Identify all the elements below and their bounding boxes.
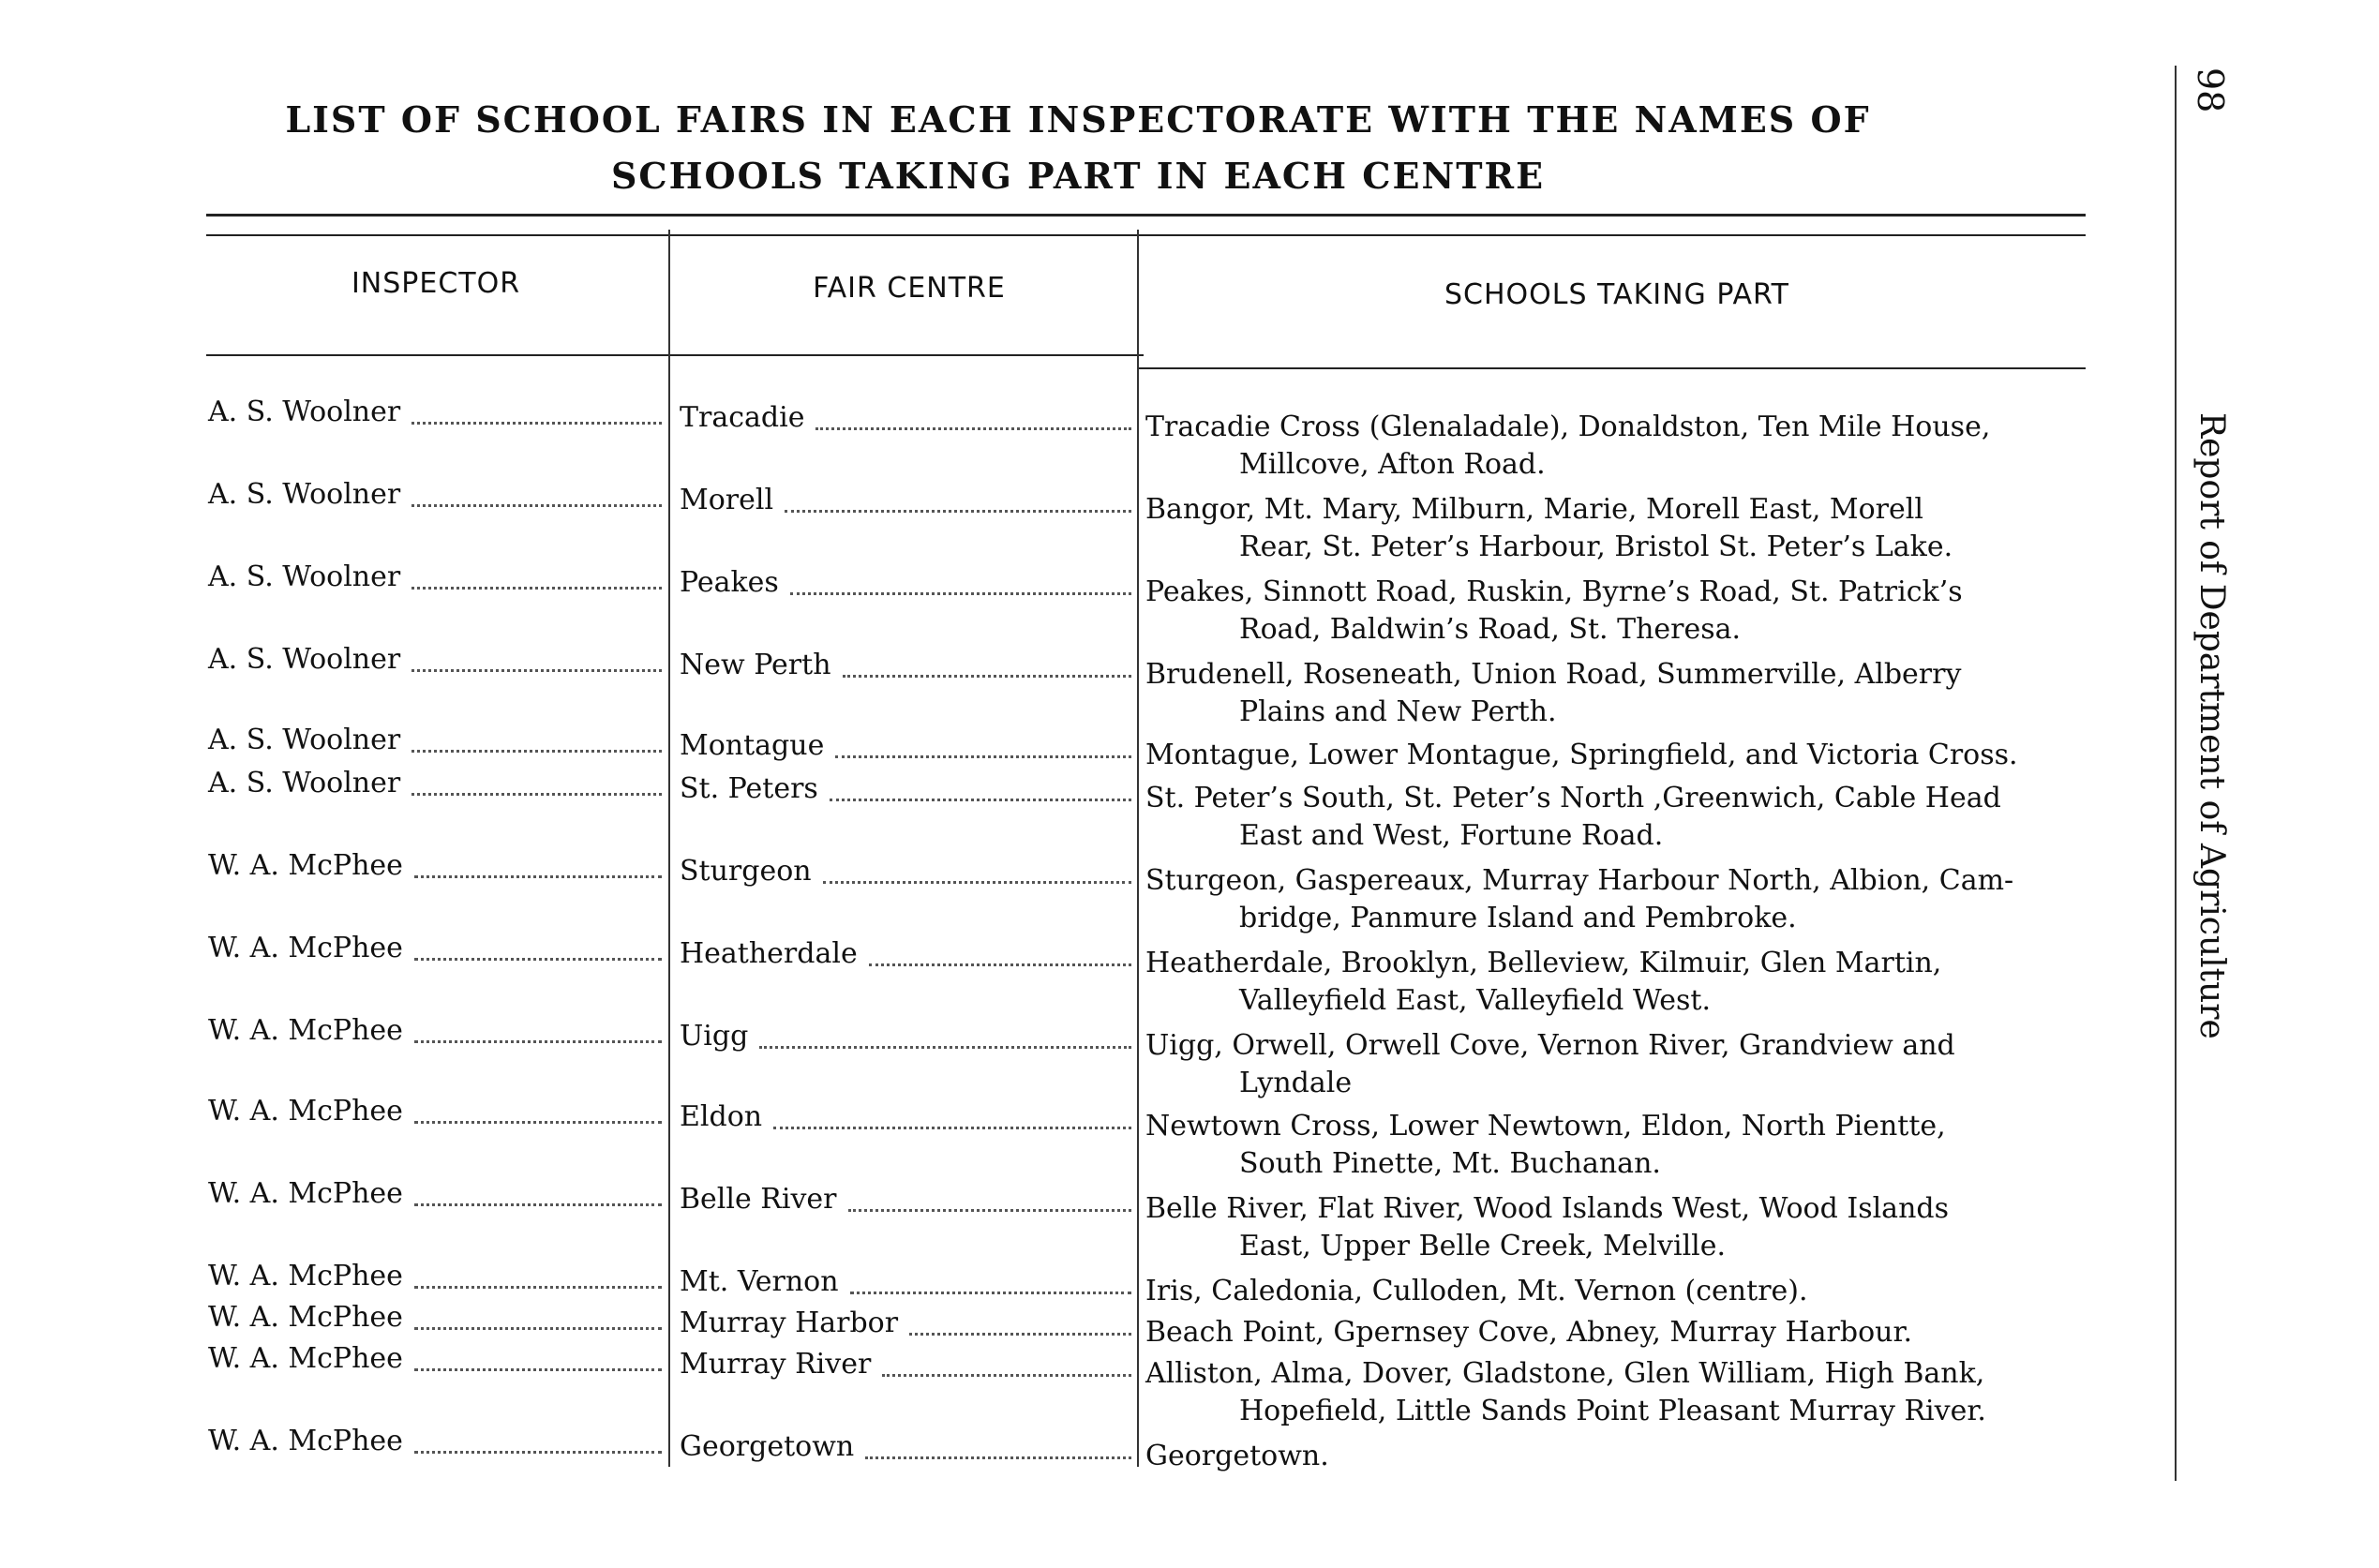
fair-centre-cell [680, 1265, 1135, 1303]
fair-centre-cell [680, 729, 1135, 767]
leader-dots [411, 586, 662, 590]
fair-centre-cell [680, 1100, 1135, 1138]
leader-dots [830, 798, 1131, 801]
leader-dots [843, 674, 1131, 678]
page-title-line-2: SCHOOLS TAKING PART IN EACH CENTRE [610, 155, 1546, 197]
inspector-cell [208, 1342, 666, 1380]
inspector-cell [208, 1260, 666, 1297]
inspector-name: W. A. McPhee [208, 1342, 403, 1375]
schools-line-2: Rear, St. Peter’s Harbour, Bristol St. Peter’s Lake. [1239, 530, 1953, 563]
fair-centre-name: Tracadie [680, 401, 805, 434]
leader-dots [414, 1202, 662, 1206]
leader-dots [815, 426, 1131, 430]
fair-centre-name: Mt. Vernon [680, 1265, 839, 1298]
schools-line-2: Hopefield, Little Sands Point Pleasant Murray River. [1239, 1395, 1986, 1427]
leader-dots [414, 957, 662, 961]
leader-dots [773, 1126, 1131, 1129]
leader-dots [414, 1450, 662, 1454]
column-header-fair-centre: FAIR CENTRE [813, 272, 1006, 305]
schools-line-2: East and West, Fortune Road. [1239, 819, 1664, 852]
schools-line-1: St. Peter’s South, St. Peter’s North ,Greenwich, Cable Head [1145, 782, 2001, 814]
fair-centre-name: Eldon [680, 1100, 763, 1133]
inspector-cell [208, 643, 666, 680]
fair-centre-cell [680, 1430, 1135, 1468]
fair-centre-cell [680, 1307, 1135, 1344]
fair-centre-name: Sturgeon [680, 855, 812, 888]
running-head: Report of Department of Agriculture [2192, 412, 2231, 1039]
schools-line-2: Lyndale [1239, 1067, 1353, 1099]
inspector-cell [208, 724, 666, 761]
leader-dots [790, 591, 1131, 595]
leader-dots [411, 668, 662, 672]
inspector-cell [208, 478, 666, 515]
header-bottom-rule-right [1139, 367, 2086, 369]
fair-centre-name: Belle River [680, 1183, 837, 1216]
inspector-name: W. A. McPhee [208, 1425, 403, 1457]
schools-line-1: Peakes, Sinnott Road, Ruskin, Byrne’s Road, St. Patrick’s [1145, 575, 1963, 608]
leader-dots [850, 1291, 1131, 1294]
schools-line-1: Tracadie Cross (Glenaladale), Donaldston, Ten Mile House, [1145, 411, 1991, 443]
fair-centre-cell [680, 649, 1135, 686]
leader-dots [759, 1045, 1131, 1049]
table-row [0, 1342, 2175, 1427]
fair-centre-cell [680, 484, 1135, 521]
table-row [0, 643, 2175, 728]
table-row [0, 1177, 2175, 1262]
table-row [0, 560, 2175, 646]
inspector-cell [208, 1177, 666, 1215]
schools-line-1: Bangor, Mt. Mary, Milburn, Marie, Morell East, Morell [1145, 493, 1923, 526]
fair-centre-name: St. Peters [680, 772, 818, 805]
schools-line-2: Road, Baldwin’s Road, St. Theresa. [1239, 613, 1742, 646]
schools-cell [1145, 1027, 2085, 1102]
leader-dots [848, 1208, 1131, 1212]
fair-centre-cell [680, 1348, 1135, 1385]
inspector-name: W. A. McPhee [208, 1177, 403, 1210]
leader-dots [414, 1285, 662, 1289]
schools-cell [1145, 780, 2085, 855]
schools-cell [1145, 862, 2085, 937]
inspector-cell [208, 932, 666, 969]
fair-centre-name: Uigg [680, 1020, 749, 1053]
schools-line-2: South Pinette, Mt. Buchanan. [1239, 1147, 1661, 1180]
leader-dots [411, 749, 662, 753]
leader-dots [823, 880, 1131, 884]
inspector-name: W. A. McPhee [208, 1260, 403, 1292]
schools-line-1: Brudenell, Roseneath, Union Road, Summerville, Alberry [1145, 658, 1962, 691]
fair-centre-cell [680, 401, 1135, 439]
fair-centre-name: Montague [680, 729, 825, 762]
table-row [0, 396, 2175, 481]
leader-dots [411, 792, 662, 796]
leader-dots [865, 1456, 1131, 1459]
table-row [0, 1425, 2175, 1500]
inspector-cell [208, 767, 666, 804]
leader-dots [909, 1332, 1131, 1336]
inspector-name: A. S. Woolner [208, 560, 401, 593]
inspector-cell [208, 1095, 666, 1132]
table-row [0, 932, 2175, 1017]
leader-dots [411, 503, 662, 507]
schools-line-2: Millcove, Afton Road. [1239, 448, 1546, 481]
inspector-cell [208, 396, 666, 433]
table-row [0, 849, 2175, 934]
top-rule [206, 214, 2086, 217]
fair-centre-name: Heatherdale [680, 937, 858, 970]
schools-line-1: Sturgeon, Gaspereaux, Murray Harbour North, Albion, Cam- [1145, 864, 2014, 897]
fair-centre-name: Murray Harbor [680, 1307, 899, 1339]
schools-line-1: Alliston, Alma, Dover, Gladstone, Glen William, High Bank, [1145, 1357, 1985, 1390]
table-row [0, 1014, 2175, 1099]
side-margin-rule [2175, 66, 2177, 1481]
inspector-cell [208, 1425, 666, 1462]
fair-centre-cell [680, 855, 1135, 892]
inspector-name: A. S. Woolner [208, 643, 401, 676]
fair-centre-name: Peakes [680, 566, 779, 599]
schools-line-2: East, Upper Belle Creek, Melville. [1239, 1230, 1727, 1262]
schools-line-1: Newtown Cross, Lower Newtown, Eldon, North Pientte, [1145, 1110, 1946, 1142]
inspector-name: A. S. Woolner [208, 724, 401, 756]
schools-cell [1145, 945, 2085, 1020]
inspector-cell [208, 849, 666, 887]
page-title-line-1: LIST OF SCHOOL FAIRS IN EACH INSPECTORATE WITH THE NAMES OF [285, 98, 1871, 141]
schools-line-1: Beach Point, Gpernsey Cove, Abney, Murray Harbour. [1145, 1316, 1913, 1349]
header-bottom-rule-left [206, 354, 1144, 356]
inspector-cell [208, 560, 666, 598]
leader-dots [414, 1326, 662, 1330]
fair-centre-cell [680, 1020, 1135, 1057]
header-top-rule [206, 234, 2086, 236]
fair-centre-cell [680, 937, 1135, 975]
inspector-name: W. A. McPhee [208, 1301, 403, 1334]
schools-line-2: Plains and New Perth. [1239, 695, 1557, 728]
schools-cell [1145, 491, 2085, 566]
leader-dots [411, 421, 662, 425]
column-header-schools: SCHOOLS TAKING PART [1444, 278, 1789, 311]
schools-cell [1145, 1355, 2085, 1430]
leader-dots [869, 963, 1131, 966]
schools-line-2: Valleyfield East, Valleyfield West. [1239, 984, 1712, 1017]
fair-centre-name: Murray River [680, 1348, 872, 1381]
schools-line-1: Uigg, Orwell, Orwell Cove, Vernon River, Grandview and [1145, 1029, 1955, 1062]
fair-centre-cell [680, 566, 1135, 604]
schools-cell [1145, 1438, 2085, 1475]
column-header-inspector: INSPECTOR [351, 267, 521, 300]
schools-line-1: Georgetown. [1145, 1440, 1329, 1472]
inspector-cell [208, 1301, 666, 1338]
fair-centre-name: Morell [680, 484, 774, 516]
leader-dots [414, 874, 662, 878]
page-number: 98 [2190, 67, 2231, 113]
leader-dots [414, 1120, 662, 1124]
inspector-name: A. S. Woolner [208, 396, 401, 428]
schools-cell [1145, 656, 2085, 731]
table-row [0, 1095, 2175, 1180]
leader-dots [414, 1039, 662, 1043]
inspector-name: W. A. McPhee [208, 1095, 403, 1127]
schools-cell [1145, 1108, 2085, 1183]
inspector-name: W. A. McPhee [208, 849, 403, 882]
schools-cell [1145, 409, 2085, 484]
leader-dots [414, 1367, 662, 1371]
inspector-name: W. A. McPhee [208, 1014, 403, 1047]
schools-line-2: bridge, Panmure Island and Pembroke. [1239, 902, 1797, 934]
schools-line-1: Iris, Caledonia, Culloden, Mt. Vernon (centre). [1145, 1275, 1808, 1307]
schools-line-1: Heatherdale, Brooklyn, Belleview, Kilmuir, Glen Martin, [1145, 947, 1942, 979]
fair-centre-cell [680, 1183, 1135, 1220]
leader-dots [835, 754, 1131, 758]
schools-line-1: Montague, Lower Montague, Springfield, and Victoria Cross. [1145, 739, 2018, 771]
inspector-name: A. S. Woolner [208, 478, 401, 511]
schools-cell [1145, 1190, 2085, 1265]
inspector-name: A. S. Woolner [208, 767, 401, 799]
fair-centre-name: Georgetown [680, 1430, 855, 1463]
leader-dots [882, 1373, 1131, 1377]
fair-centre-name: New Perth [680, 649, 831, 681]
leader-dots [785, 509, 1131, 513]
schools-cell [1145, 574, 2085, 649]
table-row [0, 478, 2175, 563]
inspector-cell [208, 1014, 666, 1052]
schools-line-1: Belle River, Flat River, Wood Islands West, Wood Islands [1145, 1192, 1949, 1225]
fair-centre-cell [680, 772, 1135, 810]
table-row [0, 767, 2175, 852]
inspector-name: W. A. McPhee [208, 932, 403, 964]
